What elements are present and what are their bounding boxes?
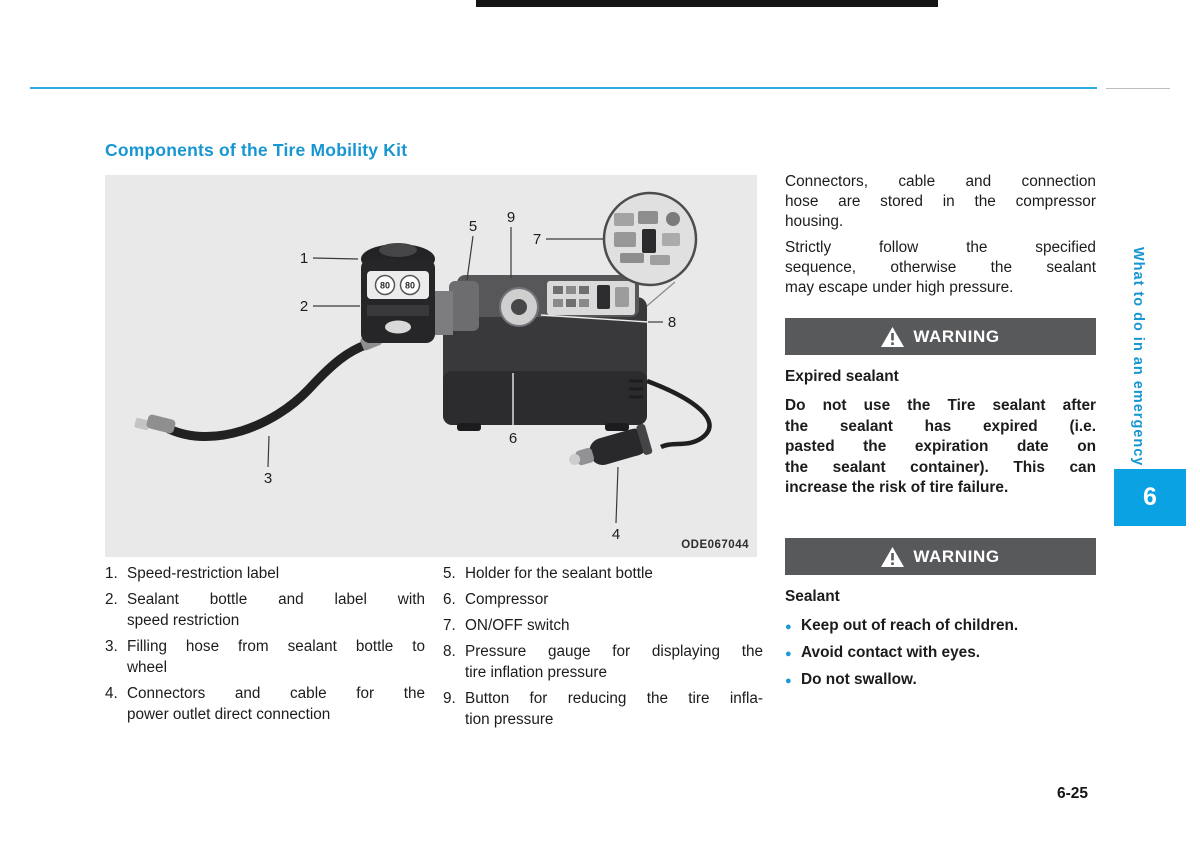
list-item — [443, 563, 763, 584]
page-number: 6-25 — [1057, 785, 1089, 802]
warning-title: Expired sealant — [785, 368, 899, 385]
list-item — [105, 563, 425, 584]
item-text: wheel — [127, 659, 167, 676]
warning-header-label: WARNING — [913, 546, 1000, 566]
bullet-icon: ● — [785, 675, 792, 687]
list-item — [443, 688, 763, 730]
component-list-right — [443, 563, 763, 735]
item-text: ON/OFF switch — [465, 617, 570, 634]
item-number: 7. — [443, 617, 456, 634]
text-line: pasted the expiration date on — [785, 438, 1096, 455]
item-number: 2. — [105, 591, 118, 608]
warning-bullet — [785, 643, 1096, 664]
callout-1: 1 — [299, 250, 309, 267]
bottle-holder — [449, 281, 479, 331]
callout-6: 6 — [508, 430, 518, 447]
text-line: may escape under high pressure. — [785, 279, 1014, 296]
text-line: hose are stored in the compressor — [785, 193, 1096, 210]
warning-box-expired-sealant — [785, 318, 1096, 499]
component-list-left — [105, 563, 425, 730]
text-line: housing. — [785, 213, 844, 230]
item-number: 4. — [105, 685, 118, 702]
item-text: Pressure gauge for displaying the — [465, 643, 763, 660]
warning-triangle-icon — [881, 327, 904, 347]
bullet-text: Do not swallow. — [801, 671, 917, 688]
warning-bullet — [785, 670, 1096, 691]
warning-header-label: WARNING — [913, 326, 1000, 346]
on-off-switch — [597, 285, 610, 309]
callout-5: 5 — [468, 218, 478, 235]
list-item — [105, 683, 425, 725]
zoom-detail-circle — [604, 193, 696, 285]
bullet-icon: ● — [785, 621, 792, 633]
callout-9: 9 — [506, 209, 516, 226]
callout-8: 8 — [667, 314, 677, 331]
chapter-sidebar-label: What to do in an emergency — [1130, 247, 1146, 467]
paragraph — [785, 238, 1096, 298]
bullet-text: Avoid contact with eyes. — [801, 644, 981, 661]
warning-text — [785, 396, 1096, 499]
text-line: the sealant has expired (i.e. — [785, 417, 1096, 435]
text-line: Connectors, cable and connection — [785, 173, 1096, 190]
list-item — [105, 636, 425, 678]
item-text: Compressor — [465, 591, 549, 608]
tire-kit-diagram — [105, 175, 757, 557]
callout-4: 4 — [611, 526, 621, 543]
warning-title: Sealant — [785, 588, 840, 605]
sealant-bottle — [361, 243, 453, 343]
text-line: the sealant container). This can — [785, 458, 1096, 476]
item-text: Button for reducing the tire infla- — [465, 690, 763, 707]
item-number: 8. — [443, 643, 456, 660]
figure-code: ODE067044 — [681, 539, 749, 551]
speed-limit-text: 80 — [404, 280, 416, 291]
text-line: Do not use the Tire sealant after — [785, 397, 1096, 414]
warning-header — [785, 538, 1096, 575]
list-item — [443, 615, 763, 636]
tire-mobility-kit-figure — [105, 175, 757, 557]
item-text: Connectors and cable for the — [127, 685, 425, 702]
item-number: 1. — [105, 565, 118, 582]
item-number: 9. — [443, 690, 456, 707]
callout-3: 3 — [263, 470, 273, 487]
item-text: Sealant bottle and label with — [127, 591, 425, 608]
item-number: 3. — [105, 638, 118, 655]
item-number: 6. — [443, 591, 456, 608]
callout-7: 7 — [532, 231, 542, 248]
item-text: speed restriction — [127, 612, 240, 629]
text-line: sequence, otherwise the sealant — [785, 259, 1096, 276]
page-title: Components of the Tire Mobility Kit — [105, 140, 408, 160]
intro-text — [785, 172, 1096, 304]
item-text: power outlet direct connection — [127, 706, 331, 723]
filling-hose — [134, 332, 383, 437]
redacted-header-bar — [476, 0, 938, 7]
chapter-tab: 6 — [1114, 469, 1186, 526]
text-line: increase the risk of tire failure. — [785, 479, 1009, 496]
warning-header — [785, 318, 1096, 355]
bullet-icon: ● — [785, 648, 792, 660]
compressor — [443, 275, 647, 431]
item-text: Speed-restriction label — [127, 565, 280, 582]
text-line: Strictly follow the specified — [785, 239, 1096, 256]
warning-bullet — [785, 616, 1096, 637]
paragraph — [785, 172, 1096, 232]
speed-limit-text: 80 — [379, 280, 391, 291]
header-rule-gray — [1106, 88, 1170, 89]
bullet-text: Keep out of reach of children. — [801, 617, 1019, 634]
item-text: tire inflation pressure — [465, 664, 607, 681]
warning-triangle-icon — [881, 547, 904, 567]
callout-2: 2 — [299, 298, 309, 315]
item-text: Filling hose from sealant bottle to — [127, 638, 425, 655]
item-text: tion pressure — [465, 711, 554, 728]
warning-box-sealant — [785, 538, 1096, 697]
list-item — [105, 589, 425, 631]
header-rule-blue — [30, 87, 1097, 89]
item-number: 5. — [443, 565, 456, 582]
list-item — [443, 589, 763, 610]
list-item — [443, 641, 763, 683]
on-off-switch-zoom — [642, 229, 656, 253]
item-text: Holder for the sealant bottle — [465, 565, 653, 582]
